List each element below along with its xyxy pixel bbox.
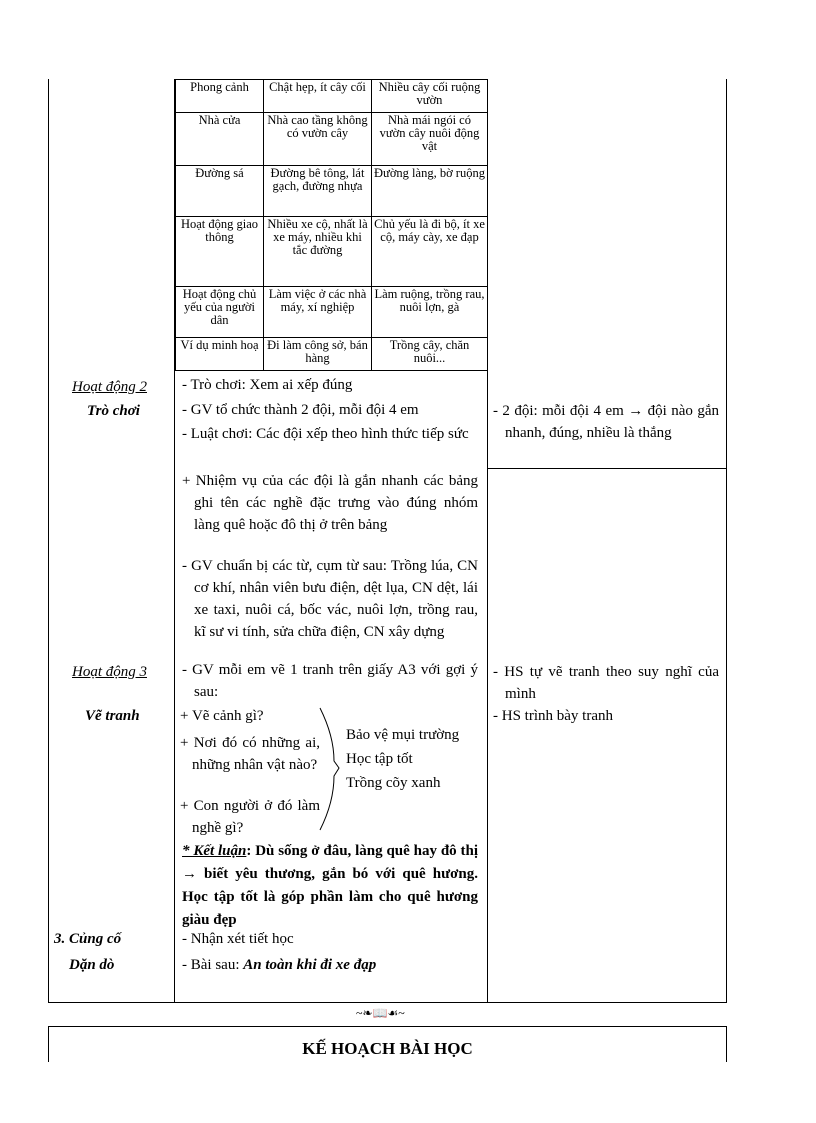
conclusion-text: : Dù sống ở đâu, làng quê hay đô thị → biết yêu thương, gắn bó với quê hương. Học tập tốt là góp phần làm cho quê hương giàu đẹp [182, 843, 478, 928]
drawing-topic-2: Học tập tốt [346, 751, 413, 767]
frame-bottom-border [48, 1002, 727, 1003]
homework-heading: Dặn dò [69, 957, 115, 973]
game-rule: - Luật chơi: Các đội xếp theo hình thức tiếp sức [182, 426, 469, 442]
table-cell: Ví dụ minh hoạ [176, 338, 264, 371]
table-cell: Trồng cây, chăn nuôi... [372, 338, 488, 371]
conclusion-label: * Kết luận [182, 843, 247, 859]
table-cell: Hoạt động giao thông [176, 217, 264, 287]
table-cell: Hoạt động chủ yếu của người dân [176, 287, 264, 338]
table-row [176, 287, 488, 338]
next-lesson [182, 954, 376, 976]
activity-3-name: Vẽ tranh [85, 708, 140, 724]
question-1: + Vẽ cảnh gì? [180, 708, 264, 724]
table-cell: Nhà mái ngói có vườn cây nuôi động vật [372, 113, 488, 166]
table-row [176, 217, 488, 287]
table-cell: Nhà cao tầng không có vườn cây [264, 113, 372, 166]
table-cell: Nhiều xe cộ, nhất là xe máy, nhiều khi tắc đường [264, 217, 372, 287]
gv-organize: - GV tổ chức thành 2 đội, mỗi đội 4 em [182, 402, 419, 418]
next-section-title: KẾ HOẠCH BÀI HỌC [302, 1039, 473, 1058]
team-task: + Nhiệm vụ của các đội là gắn nhanh các bảng ghi tên các nghề đặc trưng vào đúng nhóm làng quê hoặc đô thị ở trên bảng [182, 473, 478, 533]
gv-prepare: - GV chuẩn bị các từ, cụm từ sau: Trồng lúa, CN cơ khí, nhân viên bưu điện, dệt lụa, CN dệt, lái xe taxi, nuôi cá, bốc vác, nuôi lợn, trồng rau, kĩ sư vi tính, sửa chữa điện, CN xây dựng [182, 558, 478, 640]
draw-instruction: - GV mỗi em vẽ 1 tranh trên giấy A3 với gợi ý sau: [182, 662, 478, 700]
table-cell: Đường làng, bờ ruộng [372, 166, 488, 217]
right-col-separator [487, 468, 727, 469]
hs-draw: - HS tự vẽ tranh theo suy nghĩ của mình [493, 664, 719, 702]
comparison-table [175, 79, 488, 371]
right-brace-icon [316, 706, 342, 832]
game-title: - Trò chơi: Xem ai xếp đúng [182, 377, 353, 393]
activity-3-heading: Hoạt động 3 [72, 664, 147, 680]
table-row [176, 80, 488, 113]
table-cell: Nhà cửa [176, 113, 264, 166]
table-row [176, 166, 488, 217]
activity-2-name: Trò chơi [87, 403, 140, 419]
table-cell: Làm việc ở các nhà máy, xí nghiệp [264, 287, 372, 338]
table-cell: Đường bê tông, lát gạch, đường nhựa [264, 166, 372, 217]
frame-right-border [726, 79, 727, 1003]
table-cell: Làm ruộng, trồng rau, nuôi lợn, gà [372, 287, 488, 338]
lesson-review: - Nhận xét tiết học [182, 931, 294, 947]
table-row [176, 338, 488, 371]
frame-left-border [48, 79, 49, 1003]
table-cell: Phong cảnh [176, 80, 264, 113]
next-lesson-prefix: - Bài sau: [182, 957, 244, 973]
conclusion [182, 840, 478, 932]
question-2: + Nơi đó có những ai, những nhân vật nào? [180, 735, 320, 773]
consolidation-heading: 3. Củng cố [54, 931, 122, 947]
drawing-topic-3: Trồng cõy xanh [346, 775, 441, 791]
table-cell: Chật hẹp, ít cây cối [264, 80, 372, 113]
table-cell: Nhiều cây cối ruộng vườn [372, 80, 488, 113]
next-box-top-border [48, 1026, 727, 1027]
activity-2-heading: Hoạt động 2 [72, 379, 147, 395]
divider-ornament: ~❧📖☙~ [356, 1006, 405, 1020]
table-row [176, 113, 488, 166]
question-3: + Con người ở đó làm nghề gì? [180, 798, 320, 836]
next-lesson-title: An toàn khi đi xe đạp [243, 957, 377, 973]
table-cell: Đi làm công sở, bán hàng [264, 338, 372, 371]
hs-present: - HS trình bày tranh [493, 708, 613, 724]
table-cell: Chủ yếu là đi bộ, ít xe cộ, máy cày, xe đạp [372, 217, 488, 287]
table-cell: Đường sá [176, 166, 264, 217]
teams-result: - 2 đội: mỗi đội 4 em → đội nào gắn nhanh, đúng, nhiều là thắng [493, 403, 719, 441]
drawing-topic-1: Bảo vệ mụi trường [346, 727, 460, 743]
